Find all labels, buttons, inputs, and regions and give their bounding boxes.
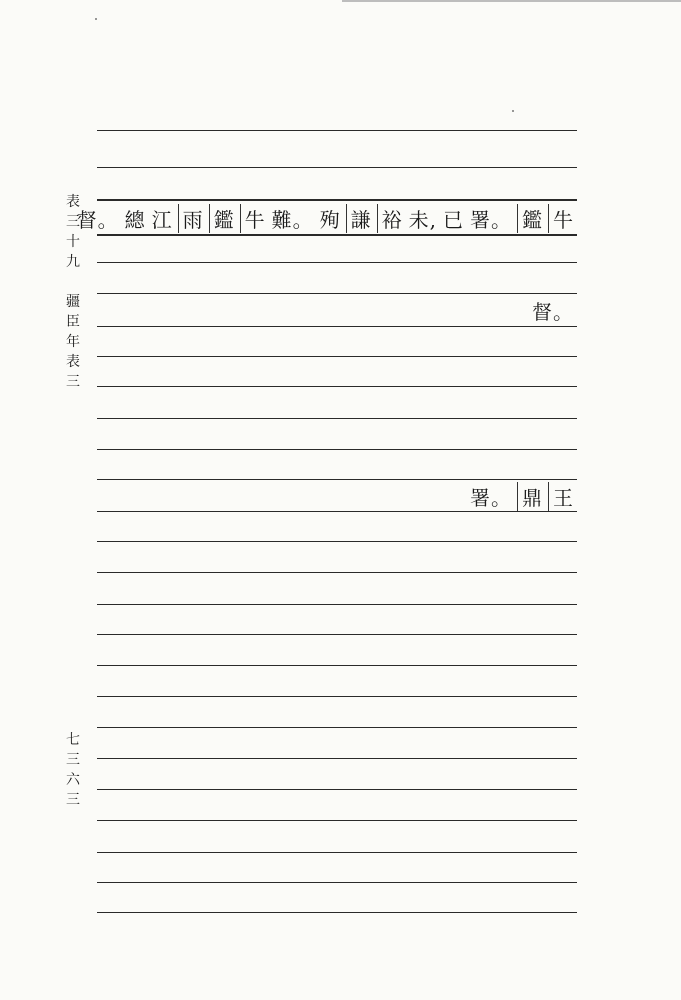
ruled-line — [97, 418, 577, 419]
entry-cell: 難。 — [271, 207, 314, 232]
entry-cell: 鑑 — [209, 204, 238, 233]
table-row — [529, 294, 577, 326]
ruled-line — [97, 167, 577, 168]
page-number: 七 三 六 三 — [66, 732, 80, 808]
entry-cell: 鼎 — [517, 482, 546, 511]
ruled-line — [97, 449, 577, 450]
entry-cell: 謙 — [346, 204, 375, 233]
entry-cell: 江 — [151, 207, 173, 232]
entry-cell: 署。 — [470, 485, 512, 510]
paper-speck — [95, 18, 97, 20]
ruled-line — [97, 789, 577, 790]
entry-cell: 署。 — [470, 207, 512, 232]
entry-cell: 雨 — [178, 204, 207, 233]
top-edge-rule — [342, 0, 681, 2]
table-row — [467, 480, 577, 512]
ruled-line — [97, 758, 577, 759]
ruled-line — [97, 912, 577, 913]
volume-label: 表 三 十 九 — [66, 194, 80, 270]
section-label: 疆 臣 年 表 三 — [66, 294, 80, 390]
entry-cell: 未, — [408, 207, 437, 232]
ruled-line — [97, 820, 577, 821]
ruled-line — [97, 696, 577, 697]
entry-cell: 牛 — [240, 204, 269, 233]
ruled-line — [97, 604, 577, 605]
entry-cell: 總 — [124, 207, 146, 232]
ruled-line — [97, 572, 577, 573]
ruled-line — [97, 199, 577, 201]
ruled-line — [97, 234, 577, 236]
entry-cell: 王 — [548, 482, 577, 511]
entry-cell: 已 — [443, 207, 464, 232]
ruled-line — [97, 293, 577, 294]
ruled-line — [97, 852, 577, 853]
ruled-line — [97, 665, 577, 666]
entry-cell: 牛 — [548, 204, 577, 233]
entry-cell: 鑑 — [517, 204, 546, 233]
entry-cell: 督。 — [76, 207, 119, 232]
ruled-line — [97, 130, 577, 131]
ruled-line — [97, 356, 577, 357]
paper-speck — [512, 110, 514, 112]
table-row — [74, 202, 577, 234]
ruled-line — [97, 634, 577, 635]
ruled-line — [97, 541, 577, 542]
ruled-line — [97, 882, 577, 883]
ruled-line — [97, 262, 577, 263]
entry-cell: 督。 — [532, 299, 574, 324]
ruled-line — [97, 326, 577, 327]
ruled-line — [97, 386, 577, 387]
ruled-line — [97, 727, 577, 728]
entry-cell: 裕 — [377, 204, 406, 233]
entry-cell: 殉 — [319, 207, 341, 232]
